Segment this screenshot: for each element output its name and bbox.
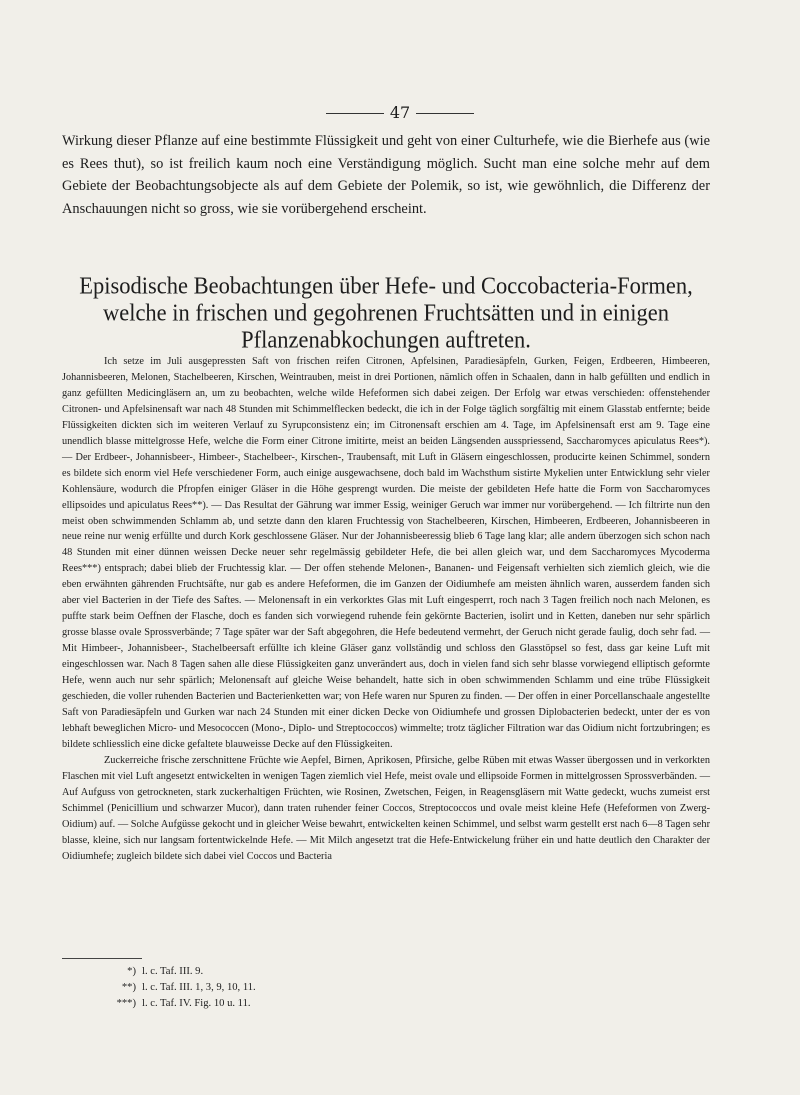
footnote-mark: **) xyxy=(121,982,136,993)
page-number xyxy=(0,103,800,122)
footnote-2 xyxy=(62,980,462,996)
paragraph-2: Zuckerreiche frische zerschnittene Früchte wie Aepfel, Birnen, Aprikosen, Pfirsiche, gelbe Rüben mit etwas Wasser übergossen und in verkorkten Flaschen mit viel Luft angesetzt entwickelten in wenigen Tagen ziemlich viel Hefe, meist ovale und ellipsoide Formen in mittelgrossen Sprossverbänden. — Auf Aufguss von getrockneten, stark zuckerhaltigen Früchten, wie Rosinen, Zwetschen, Feigen, in Reagensgläsern mit Watte gedeckt, wuchs zumeist erst Schimmel (Penicillium und schwarzer Mucor), dann traten ruhender feiner Coccos, Streptococcos und ovale meist kleine Hefe (Hefeformen von Zwerg-Oidium) auf. — Solche Aufgüsse gekocht und in gleicher Weise bewahrt, entwickelten keinen Schimmel, und selbst warm gestellt erst nach 6—8 Tagen sehr blasse, kleine, sich nur langsam fortentwickelnde Hefe. — Mit Milch angesetzt trat die Hefe-Entwickelung früher ein und hatte deutlich den Charakter der Oidiumhefe; zugleich bildete sich dabei viel Coccos und Bacteria xyxy=(62,754,710,862)
footnotes xyxy=(62,964,462,1012)
body-text xyxy=(62,354,710,865)
footnote-mark: *) xyxy=(127,966,136,977)
footnote-text: l. c. Taf. III. 9. xyxy=(142,966,204,977)
footnote-mark: ***) xyxy=(116,998,136,1009)
page-number-text: 47 xyxy=(389,103,411,122)
left-rule xyxy=(326,113,384,114)
footnote-3 xyxy=(62,996,462,1012)
footnote-rule xyxy=(62,958,142,959)
intro-paragraph: Wirkung dieser Pflanze auf eine bestimmte Flüssigkeit und geht von einer Culturhefe, wie die Bierhefe aus (wie es Rees thut), so ist freilich kaum noch eine Verständigung möglich. Sucht man eine solche mehr auf dem Gebiete der Beobachtungsobjecte als auf dem Gebiete der Polemik, so ist, wie gewöhnlich, die Differenz der Anschauungen nicht so gross, wie sie vorübergehend erscheint. xyxy=(62,133,710,217)
footnote-text: l. c. Taf. IV. Fig. 10 u. 11. xyxy=(142,998,251,1009)
right-rule xyxy=(416,113,474,114)
footnote-1 xyxy=(62,964,462,980)
paragraph-1: Ich setze im Juli ausgepressten Saft von frischen reifen Citronen, Apfelsinen, Paradiesäpfeln, Gurken, Feigen, Erdbeeren, Himbeeren, Johannisbeeren, Melonen, Stachelbeeren, Kirschen, Weintrauben, meist in drei Portionen, nämlich offen in Schaalen, dann in halb gefüllten und endlich in ganz gefüllten Medicingläsern an, um zu beobachten, welche wilde Hefeformen sich dabei zeigen. Der Erfolg war etwas verschieden: offenstehender Citronen- und Apfelsinensaft war nach 48 Stunden mit Schimmelflecken bedeckt, die ich in der Folge täglich sorgfältig mit einem Glasstab entfernte; beide Flüssigkeiten dickten sich im weiteren Verlauf zu Syrupconsistenz ein; im Citronensaft erschien am 4. Tage, im Apfelsinensaft erst am 9. Tage eine unendlich blasse mittelgrosse Hefe, welche die Form einer Citrone imitirte, meist an beiden Längsenden aussprіessend, Saccharomyces apiculatus Rees*). — Der Erdbeer-, Johannisbeer-, Himbeer-, Stachelbeer-, Kirschen-, Traubensaft, mit Luft in Gläsern eingeschlossen, producirte keinen Schimmel, sondern es bildete sich enorm viel Hefe verschiedener Form, auch einige ausgewachsene, doch bald im Wachsthum sistirte Mykelien unter Entwicklung sehr vieler Kohlensäure, wodurch die Pfropfen einiger Gläser in die Höhe gesprengt wurden. Die meiste der gebildeten Hefe hatte die Form von Saccharomyces ellipsoides und apiculatus Rees**). — Das Resultat der Gährung war immer Essig, weiniger Geruch war immer nur vorübergehend. — Ich filtrirte nun den meist oben schwimmenden Schlamm ab, und setzte dann den klaren Fruchtessig von Stachelbeeren, Kirschen, Himbeeren, Erdbeeren, Johannisbeeren in neue reine nur wenig erfüllte und durch Kork geschlossene Gläser. Nur der Johannisbeeressig blieb 6 Tage lang klar; alle andern überzogen sich schon nach 48 Stunden mit einer dünnen weissen Decke neuer sehr regelmässig gebildeter Hefe, die bei allen gleich war, und dem Saccharomyces Mycoderma Rees***) entsprach; dabei blieb der Fruchtessig klar. — Der offen stehende Melonen-, Bananen- und Feigensaft verhielten sich ziemlich gleich, wie die eben erwähnten gährenden Fruchtsäfte, nur gab es andere Hefeformen, die im Ganzen der Oidiumhefe am meisten ähnlich waren, ausserdem fanden sich aber viel Bacterien in der Tiefe des Saftes. — Melonensaft in ein verkorktes Glas mit Luft eingesperrt, roch nach 3 Tagen freilich noch nach Melonen, es puffte stark beim Oeffnen der Flasche, doch es fanden sich vorwiegend ruhende fein gekörnte Bacterien, isolirt und in Ketten, daneben nur sehr spärlich grosse blasse ovale Sprossverbände; 7 Tage später war der Saft abgegohren, die Hefe bedeutend vermehrt, der Geruch nicht gerade faulig, doch sehr fad. — Mit Himbeer-, Johannisbeer-, Stachelbeersaft erfüllte ich kleine Gläser ganz vollständig und schloss den Glasstöpsel so fest, dass gar keine Luft mit eingeschlossen war. Nach 8 Tagen sahen alle diese Flüssigkeiten ganz unverändert aus, doch in vielen fand sich sehr blasse vorwiegend elliptisch geformte Hefe, wenn auch nur sehr spärlich; Melonensaft auf gleiche Weise behandelt, hatte sich in oben schwimmenden Schlamm und eine trübe Flüssigkeit geschieden, die voller ruhenden Bacterien und Bacterienketten war; von Hefe waren nur Spuren zu finden. — Der offen in einer Porcellanschaale angestellte Saft von Paradiesäpfeln und Gurken war nach 24 Stunden mit einer dicken Decke von Oidiumhefe und grossen Diplobacterien bedeckt, unter der es von lebhaft beweglichen Micro- und Mesococcen (Mono-, Diplo- und Streptococcos) wimmelte; trotz täglicher Filtration war das Oidium nicht fortzubringen; es bildete schliesslich eine dicke gefaltete blauweisse Decke auf den Flüssigkeiten. xyxy=(62,356,710,750)
section-heading: Episodische Beobachtungen über Hefe- und Coccobacteria-Formen, welche in frischen und gegohrenen Fruchtsätten und in einigen Pflanzenabkochungen auftreten. xyxy=(79,272,693,353)
footnote-text: l. c. Taf. III. 1, 3, 9, 10, 11. xyxy=(142,982,256,993)
